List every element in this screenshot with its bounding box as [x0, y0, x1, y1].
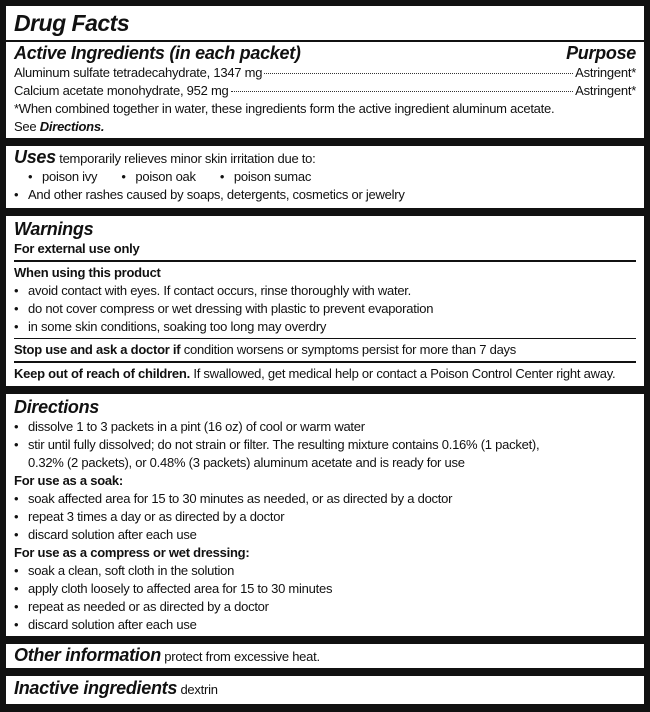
divider — [14, 260, 636, 262]
ingredient-row — [14, 64, 636, 82]
ingredient-name: Aluminum sulfate tetradecahydrate, 1347 mg — [14, 65, 263, 80]
warnings-heading: Warnings — [14, 219, 94, 239]
direction-item: • dissolve 1 to 3 packets in a pint (16 oz) of cool or warm water — [14, 418, 636, 436]
directions-heading: Directions — [14, 396, 100, 417]
compress-item: • discard solution after each use — [14, 616, 636, 634]
soak-heading: For use as a soak: — [14, 472, 123, 488]
section-divider — [6, 208, 644, 216]
inactive-ingredients-text: dextrin — [180, 681, 218, 697]
dot-leader — [264, 73, 573, 74]
use-item: • poison sumac — [206, 169, 311, 184]
uses-heading: Uses — [14, 147, 56, 167]
ingredient-purpose: Astringent* — [575, 83, 636, 98]
see-directions: Directions. — [39, 119, 105, 134]
divider — [14, 338, 636, 340]
active-ingredients-section — [6, 6, 644, 138]
compress-item: • repeat as needed or as directed by a doctor — [14, 598, 636, 616]
keep-out-text: If swallowed, get medical help or contact a Poison Control Center right away. — [193, 365, 616, 381]
page-title: Drug Facts — [14, 10, 130, 36]
warnings-section — [6, 216, 644, 386]
compress-item: • soak a clean, soft cloth in the solution — [14, 562, 636, 580]
soak-item: • repeat 3 times a day or as directed by a doctor — [14, 508, 636, 526]
purpose-heading: Purpose — [566, 43, 636, 63]
dot-leader — [231, 91, 574, 92]
external-use: For external use only — [14, 241, 140, 256]
ingredient-row — [14, 82, 636, 100]
soak-item: • soak affected area for 15 to 30 minutes as needed, or as directed by a doctor — [14, 490, 636, 508]
keep-out-heading: Keep out of reach of children. — [14, 365, 190, 381]
see-prefix: See — [14, 119, 37, 134]
other-information-text: protect from excessive heat. — [164, 648, 320, 664]
stop-use-heading: Stop use and ask a doctor if — [14, 342, 181, 357]
other-information-section — [6, 644, 644, 668]
when-using-heading: When using this product — [14, 264, 161, 280]
directions-section — [6, 394, 644, 636]
footnote: *When combined together in water, these ingredients form the active ingredient aluminum acetate. — [14, 101, 555, 116]
warning-item: • avoid contact with eyes. If contact occurs, rinse thoroughly with water. — [14, 282, 636, 300]
section-divider — [6, 386, 644, 394]
stop-use-text: condition worsens or symptoms persist for more than 7 days — [183, 342, 517, 357]
use-item: • poison oak — [107, 169, 195, 184]
ingredient-purpose: Astringent* — [575, 65, 636, 80]
use-item: • And other rashes caused by soaps, detergents, cosmetics or jewelry — [14, 186, 636, 204]
compress-heading: For use as a compress or wet dressing: — [14, 544, 250, 560]
ingredient-name: Calcium acetate monohydrate, 952 mg — [14, 83, 229, 98]
use-item: • poison ivy — [14, 169, 97, 184]
section-divider — [6, 668, 644, 676]
warning-item: • in some skin conditions, soaking too long may overdry — [14, 318, 636, 336]
uses-text: temporarily relieves minor skin irritation due to: — [59, 151, 316, 166]
soak-item: • discard solution after each use — [14, 526, 636, 544]
warning-item: • do not cover compress or wet dressing with plastic to prevent evaporation — [14, 300, 636, 318]
other-information-heading: Other information — [14, 644, 161, 665]
section-divider — [6, 138, 644, 146]
inactive-ingredients-section — [6, 676, 644, 704]
active-ingredients-heading: Active Ingredients (in each packet) — [14, 43, 301, 63]
inactive-ingredients-heading: Inactive ingredients — [14, 677, 178, 698]
section-divider — [6, 636, 644, 644]
divider — [14, 361, 636, 363]
compress-item: • apply cloth loosely to affected area for 15 to 30 minutes — [14, 580, 636, 598]
direction-item: • stir until fully dissolved; do not strain or filter. The resulting mixture contains 0.16% (1 packet), 0.32% (2 packets), or 0.48% (3 packets) aluminum acetate and is ready for use — [14, 436, 636, 472]
uses-section — [6, 146, 644, 208]
